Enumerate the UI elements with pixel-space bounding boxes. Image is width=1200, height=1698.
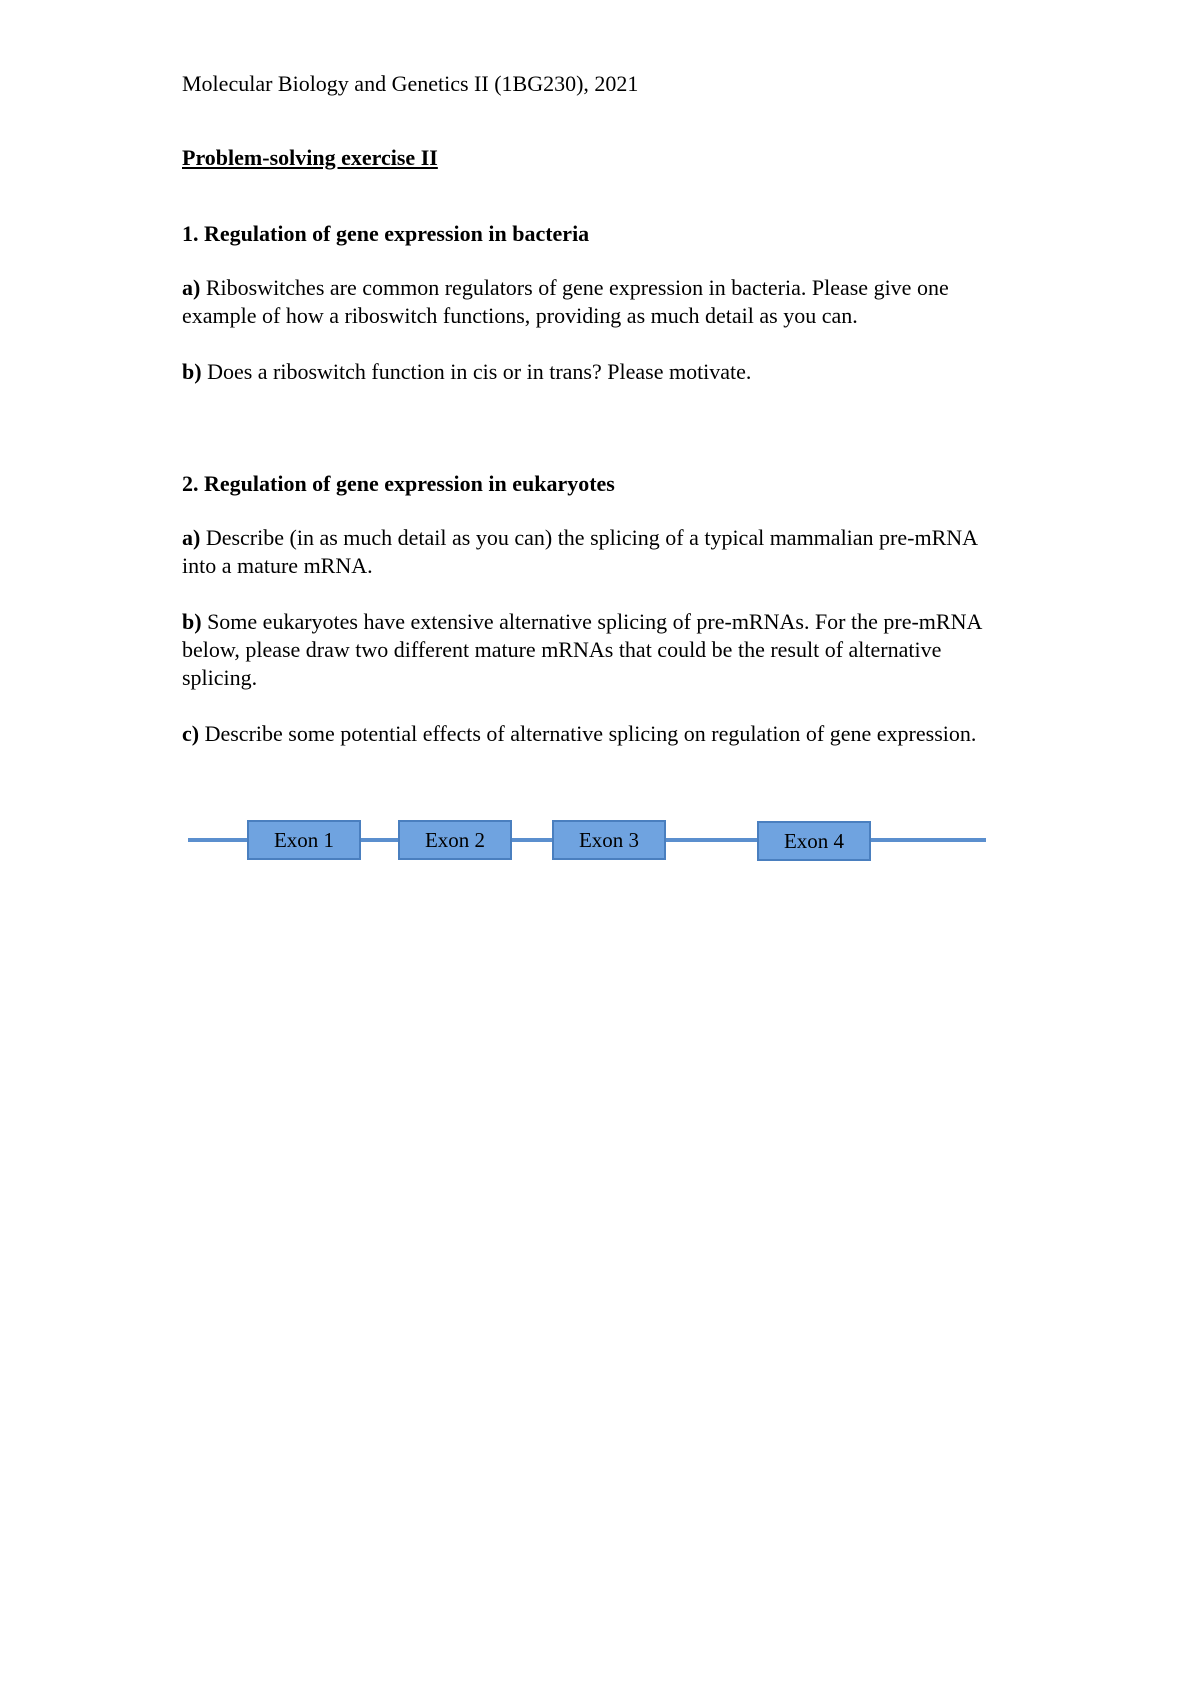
question-2c xyxy=(182,720,1002,748)
question-label: b) xyxy=(182,359,202,384)
exon-label: Exon 4 xyxy=(783,829,845,853)
question-label: a) xyxy=(182,525,201,550)
question-text: Describe some potential effects of alternative splicing on regulation of gene expression. xyxy=(204,721,977,746)
section-title-bacteria: 1. Regulation of gene expression in bacteria xyxy=(182,221,590,246)
question-1a xyxy=(182,274,1002,330)
question-label: a) xyxy=(182,275,201,300)
document-content xyxy=(182,70,1002,748)
question-2b xyxy=(182,608,1002,692)
pre-mrna-diagram xyxy=(188,818,986,862)
question-text: Riboswitches are common regulators of gene expression in bacteria. Please give one example of how a riboswitch functions, providing as much detail as you can. xyxy=(182,275,949,328)
exon-label: Exon 3 xyxy=(578,828,640,852)
question-2a xyxy=(182,524,1002,580)
exon-label: Exon 2 xyxy=(424,828,486,852)
exon-label: Exon 1 xyxy=(273,828,335,852)
exon-box-4 xyxy=(758,822,870,860)
exon-box-2 xyxy=(399,821,511,859)
exon-box-1 xyxy=(248,821,360,859)
pre-mrna-svg xyxy=(188,818,986,862)
question-text: Describe (in as much detail as you can) the splicing of a typical mammalian pre-mRNA into a mature mRNA. xyxy=(182,525,977,578)
question-label: c) xyxy=(182,721,200,746)
course-header: Molecular Biology and Genetics II (1BG230), 2021 xyxy=(182,71,639,96)
question-text: Does a riboswitch function in cis or in trans? Please motivate. xyxy=(207,359,752,384)
exon-box-3 xyxy=(553,821,665,859)
question-label: b) xyxy=(182,609,202,634)
exercise-title: Problem-solving exercise II xyxy=(182,145,438,170)
question-1b xyxy=(182,358,1002,386)
section-title-eukaryotes: 2. Regulation of gene expression in eukaryotes xyxy=(182,471,615,496)
question-text: Some eukaryotes have extensive alternative splicing of pre-mRNAs. For the pre-mRNA below, please draw two different mature mRNAs that could be the result of alternative splicing. xyxy=(182,609,982,690)
